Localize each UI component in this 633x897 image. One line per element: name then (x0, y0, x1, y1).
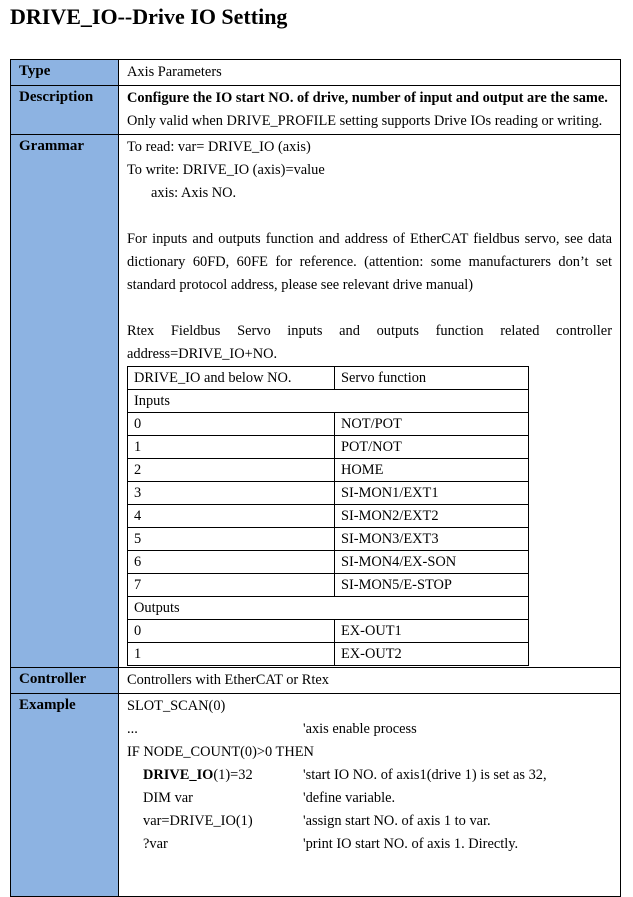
grammar-para1: For inputs and outputs function and address of EtherCAT fieldbus servo, see data dictionary 60FD, 60FE for reference. (attention: some manufacturers don’t set standard protocol address, please see relevant drive manual) (127, 231, 612, 293)
input-no: 1 (128, 436, 335, 459)
code-line (127, 787, 612, 810)
table-row (128, 482, 529, 505)
table-row (128, 459, 529, 482)
input-function: SI-MON2/EXT2 (335, 505, 529, 528)
example-line1: SLOT_SCAN(0) (127, 698, 226, 714)
description-label: Description (11, 86, 119, 135)
code-statement: ?var (143, 836, 168, 852)
input-no: 2 (128, 459, 335, 482)
input-function: SI-MON5/E-STOP (335, 574, 529, 597)
parameter-table (10, 59, 621, 897)
output-no: 1 (128, 643, 335, 666)
code-statement: var=DRIVE_IO(1) (143, 813, 253, 829)
table-row (128, 551, 529, 574)
code-statement: (1)=32 (213, 767, 253, 783)
description-bold: Configure the IO start NO. of drive, number of input and output are the same. (127, 90, 608, 106)
input-no: 4 (128, 505, 335, 528)
grammar-read: To read: var= DRIVE_IO (axis) (127, 139, 311, 155)
servo-table-head (128, 367, 529, 390)
page-title: DRIVE_IO--Drive IO Setting (10, 4, 288, 29)
table-row (128, 574, 529, 597)
controller-value: Controllers with EtherCAT or Rtex (119, 668, 621, 694)
code-comment: 'start IO NO. of axis1(drive 1) is set as 32, (303, 767, 547, 783)
servo-head-no: DRIVE_IO and below NO. (128, 367, 335, 390)
code-line (127, 810, 612, 833)
controller-label: Controller (11, 668, 119, 694)
input-function: SI-MON3/EXT3 (335, 528, 529, 551)
input-no: 7 (128, 574, 335, 597)
input-no: 3 (128, 482, 335, 505)
example-row (11, 694, 621, 897)
table-row (128, 413, 529, 436)
grammar-label: Grammar (11, 135, 119, 668)
grammar-row (11, 135, 621, 668)
outputs-label: Outputs (128, 597, 529, 620)
output-function: EX-OUT1 (335, 620, 529, 643)
code-comment: 'define variable. (303, 790, 396, 806)
table-row (128, 436, 529, 459)
servo-head-function: Servo function (335, 367, 529, 390)
input-function: SI-MON4/EX-SON (335, 551, 529, 574)
input-function: NOT/POT (335, 413, 529, 436)
grammar-axis: axis: Axis NO. (151, 185, 237, 201)
controller-row (11, 668, 621, 694)
code-line (127, 833, 612, 856)
example-dots-comment: 'axis enable process (303, 721, 417, 737)
servo-function-table (127, 366, 529, 666)
table-row (128, 620, 529, 643)
code-keyword: DRIVE_IO (143, 767, 214, 783)
table-row (128, 643, 529, 666)
output-no: 0 (128, 620, 335, 643)
type-row (11, 60, 621, 86)
description-row (11, 86, 621, 135)
example-label: Example (11, 694, 119, 897)
table-row (128, 505, 529, 528)
type-value: Axis Parameters (119, 60, 621, 86)
code-line (127, 764, 612, 787)
input-no: 5 (128, 528, 335, 551)
description-text: Only valid when DRIVE_PROFILE setting supports Drive IOs reading or writing. (127, 113, 603, 129)
code-comment: 'assign start NO. of axis 1 to var. (303, 813, 491, 829)
example-if: IF NODE_COUNT(0)>0 THEN (127, 744, 314, 760)
example-dots: ... (127, 721, 138, 737)
grammar-write: To write: DRIVE_IO (axis)=value (127, 162, 325, 178)
code-statement: DIM var (143, 790, 193, 806)
input-no: 0 (128, 413, 335, 436)
table-row (128, 528, 529, 551)
grammar-para2: Rtex Fieldbus Servo inputs and outputs function related controller address=DRIVE_IO+NO. (127, 323, 612, 362)
inputs-label: Inputs (128, 390, 529, 413)
output-function: EX-OUT2 (335, 643, 529, 666)
input-no: 6 (128, 551, 335, 574)
code-comment: 'print IO start NO. of axis 1. Directly. (303, 836, 519, 852)
input-function: POT/NOT (335, 436, 529, 459)
input-function: HOME (335, 459, 529, 482)
type-label: Type (11, 60, 119, 86)
input-function: SI-MON1/EXT1 (335, 482, 529, 505)
